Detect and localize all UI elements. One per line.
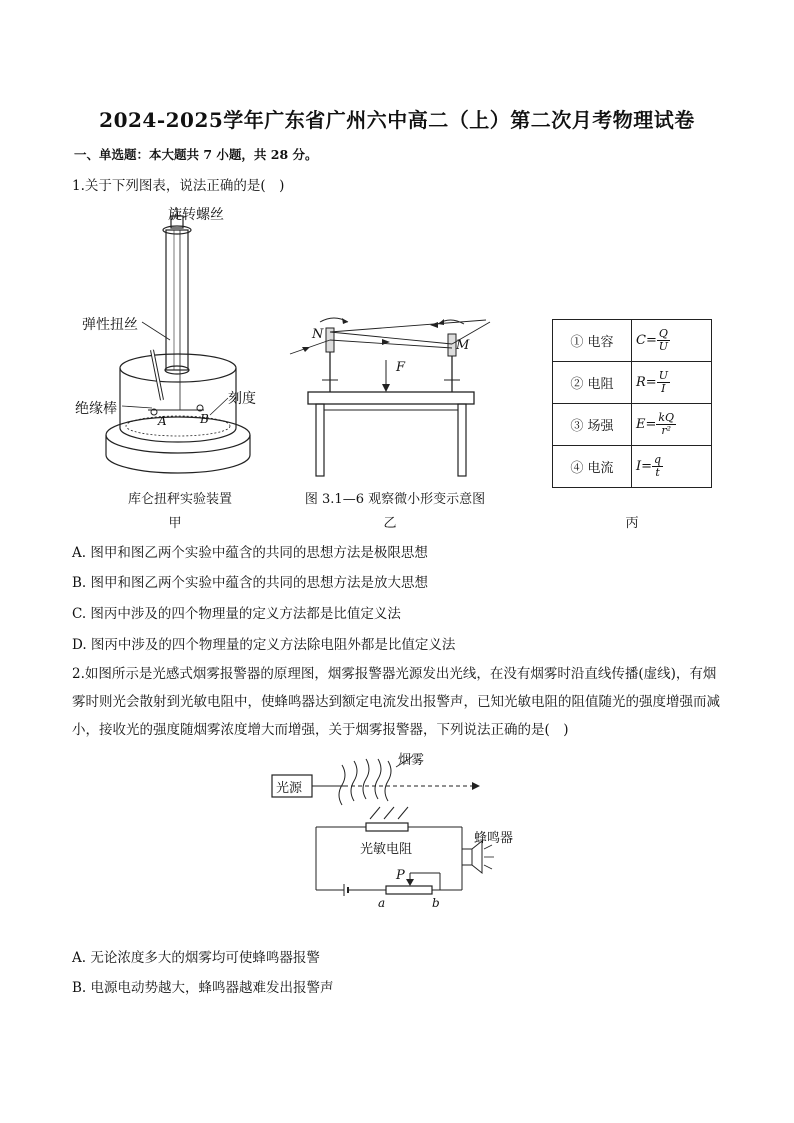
formula: R= $\frac{U}{I}$ — [632, 362, 712, 404]
q1-option-d[interactable]: D. 图丙中涉及的四个物理量的定义方法除电阻外都是比值定义法 — [72, 637, 456, 653]
quantity-name: ① 电容 — [553, 320, 632, 362]
table-row — [553, 320, 712, 362]
label-mirror-n: N — [312, 327, 324, 342]
torsion-balance-figure — [70, 200, 270, 500]
label-insulating-rod: 绝缘棒 — [75, 401, 117, 417]
formula: I= $\frac{q}{t}$ — [632, 446, 712, 488]
q2-option-a[interactable]: A. 无论浓度多大的烟雾均可使蜂鸣器报警 — [72, 950, 320, 966]
q1-option-c[interactable]: C. 图丙中涉及的四个物理量的定义方法都是比值定义法 — [72, 606, 401, 622]
formula: C= $\frac{Q}{U}$ — [632, 320, 712, 362]
label-rotating-screw: 旋转螺丝 — [168, 207, 224, 223]
question-2-stem: 2.如图所示是光感式烟雾报警器的原理图，烟雾报警器光源发出光线，在没有烟雾时沿直线传播(虚线)，有烟雾时则光会散射到光敏电阻中，使蜂鸣器达到额定电流发出报警声，已知光敏电阻的阻值随光的强度增强而减小，接收光的强度随烟雾浓度增大而增强，关于烟雾报警器，下列说法正确的是( ) — [72, 666, 720, 738]
table-row — [553, 362, 712, 404]
formula: E= $\frac{kQ}{\text{r²}}$ — [632, 404, 712, 446]
q1-option-a[interactable]: A. 图甲和图乙两个实验中蕴含的共同的思想方法是极限思想 — [72, 545, 428, 561]
label-light-source: 光源 — [276, 781, 303, 796]
formula-table — [552, 319, 712, 488]
question-1-stem: 1.关于下列图表，说法正确的是( ) — [72, 178, 285, 194]
tag-bing: 丙 — [625, 516, 639, 531]
label-ball-b: B — [200, 412, 209, 426]
q1-option-b[interactable]: B. 图甲和图乙两个实验中蕴含的共同的思想方法是放大思想 — [72, 575, 429, 591]
quantity-name: ② 电阻 — [553, 362, 632, 404]
label-slider-p: P — [396, 868, 405, 883]
q2-option-b[interactable]: B. 电源电动势越大，蜂鸣器越难发出报警声 — [72, 980, 334, 996]
label-smoke: 烟雾 — [398, 753, 425, 768]
table-row — [553, 404, 712, 446]
tag-jia: 甲 — [168, 516, 182, 531]
quantity-name: ③ 场强 — [553, 404, 632, 446]
caption-torsion-balance: 库仑扭秤实验装置 — [127, 492, 232, 507]
caption-micro-deformation: 图 3.1—6 观察微小形变示意图 — [304, 492, 486, 507]
label-end-a: a — [378, 896, 386, 910]
label-photoresistor: 光敏电阻 — [360, 842, 413, 857]
label-scale: 刻度 — [228, 391, 256, 407]
quantity-name: ④ 电流 — [553, 446, 632, 488]
label-elastic-fiber: 弹性扭丝 — [82, 317, 138, 333]
tag-yi: 乙 — [383, 516, 397, 531]
section-heading: 一、单选题：本大题共 7 小题，共 28 分。 — [74, 147, 318, 162]
label-buzzer: 蜂鸣器 — [474, 831, 514, 846]
label-force-f: F — [396, 360, 406, 375]
label-end-b: b — [432, 896, 440, 910]
table-row — [553, 446, 712, 488]
label-mirror-m: M — [456, 338, 470, 353]
page-title: 2024-2025学年广东省广州六中高二（上）第二次月考物理试卷 — [99, 108, 695, 132]
label-ball-a: A — [158, 414, 167, 428]
